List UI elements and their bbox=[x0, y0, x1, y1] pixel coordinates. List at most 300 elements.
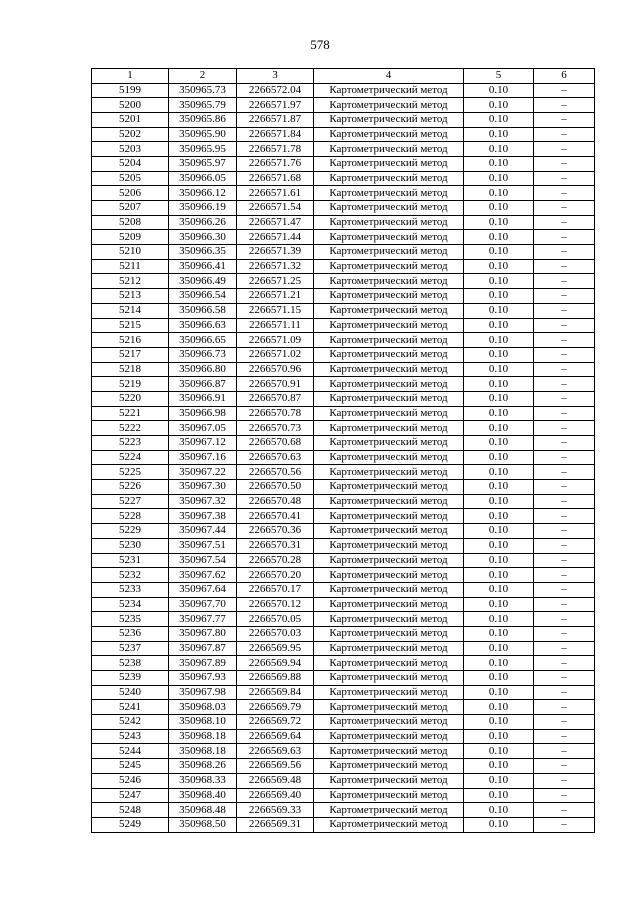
method-cell: Картометрический метод bbox=[314, 538, 464, 553]
method-cell: Картометрический метод bbox=[314, 788, 464, 803]
x-coordinate-cell: 350968.03 bbox=[169, 700, 237, 715]
accuracy-cell: 0.10 bbox=[464, 700, 534, 715]
y-coordinate-cell: 2266570.78 bbox=[237, 406, 314, 421]
note-cell: – bbox=[534, 494, 595, 509]
point-number-cell: 5232 bbox=[92, 568, 169, 583]
x-coordinate-cell: 350966.35 bbox=[169, 245, 237, 260]
x-coordinate-cell: 350967.12 bbox=[169, 436, 237, 451]
method-cell: Картометрический метод bbox=[314, 377, 464, 392]
table-body bbox=[92, 83, 595, 832]
accuracy-cell: 0.10 bbox=[464, 773, 534, 788]
table-header-row bbox=[92, 69, 595, 84]
y-coordinate-cell: 2266571.25 bbox=[237, 274, 314, 289]
table-row bbox=[92, 98, 595, 113]
table-row bbox=[92, 362, 595, 377]
y-coordinate-cell: 2266571.15 bbox=[237, 303, 314, 318]
table-row bbox=[92, 641, 595, 656]
y-coordinate-cell: 2266571.54 bbox=[237, 201, 314, 216]
point-number-cell: 5216 bbox=[92, 333, 169, 348]
y-coordinate-cell: 2266569.94 bbox=[237, 656, 314, 671]
x-coordinate-cell: 350967.30 bbox=[169, 480, 237, 495]
method-cell: Картометрический метод bbox=[314, 245, 464, 260]
accuracy-cell: 0.10 bbox=[464, 333, 534, 348]
point-number-cell: 5215 bbox=[92, 318, 169, 333]
table-row bbox=[92, 773, 595, 788]
method-cell: Картометрический метод bbox=[314, 112, 464, 127]
accuracy-cell: 0.10 bbox=[464, 318, 534, 333]
point-number-cell: 5221 bbox=[92, 406, 169, 421]
method-cell: Картометрический метод bbox=[314, 641, 464, 656]
y-coordinate-cell: 2266570.56 bbox=[237, 465, 314, 480]
y-coordinate-cell: 2266571.78 bbox=[237, 142, 314, 157]
note-cell: – bbox=[534, 524, 595, 539]
y-coordinate-cell: 2266571.76 bbox=[237, 156, 314, 171]
table-row bbox=[92, 347, 595, 362]
y-coordinate-cell: 2266571.68 bbox=[237, 171, 314, 186]
method-cell: Картометрический метод bbox=[314, 274, 464, 289]
table-row bbox=[92, 509, 595, 524]
point-number-cell: 5235 bbox=[92, 612, 169, 627]
point-number-cell: 5213 bbox=[92, 289, 169, 304]
table-row bbox=[92, 744, 595, 759]
accuracy-cell: 0.10 bbox=[464, 171, 534, 186]
accuracy-cell: 0.10 bbox=[464, 377, 534, 392]
table-row bbox=[92, 201, 595, 216]
note-cell: – bbox=[534, 303, 595, 318]
point-number-cell: 5226 bbox=[92, 480, 169, 495]
table-row bbox=[92, 480, 595, 495]
x-coordinate-cell: 350966.58 bbox=[169, 303, 237, 318]
table-row bbox=[92, 186, 595, 201]
note-cell: – bbox=[534, 671, 595, 686]
table-row bbox=[92, 83, 595, 98]
y-coordinate-cell: 2266570.20 bbox=[237, 568, 314, 583]
y-coordinate-cell: 2266571.09 bbox=[237, 333, 314, 348]
accuracy-cell: 0.10 bbox=[464, 289, 534, 304]
accuracy-cell: 0.10 bbox=[464, 436, 534, 451]
table-row bbox=[92, 303, 595, 318]
method-cell: Картометрический метод bbox=[314, 83, 464, 98]
y-coordinate-cell: 2266572.04 bbox=[237, 83, 314, 98]
note-cell: – bbox=[534, 656, 595, 671]
point-number-cell: 5222 bbox=[92, 421, 169, 436]
x-coordinate-cell: 350967.51 bbox=[169, 538, 237, 553]
column-header-4: 4 bbox=[314, 69, 464, 84]
accuracy-cell: 0.10 bbox=[464, 406, 534, 421]
table-row bbox=[92, 465, 595, 480]
table-row bbox=[92, 553, 595, 568]
table-row bbox=[92, 788, 595, 803]
accuracy-cell: 0.10 bbox=[464, 494, 534, 509]
point-number-cell: 5199 bbox=[92, 83, 169, 98]
point-number-cell: 5224 bbox=[92, 450, 169, 465]
table-row bbox=[92, 259, 595, 274]
table-row bbox=[92, 377, 595, 392]
method-cell: Картометрический метод bbox=[314, 391, 464, 406]
point-number-cell: 5217 bbox=[92, 347, 169, 362]
method-cell: Картометрический метод bbox=[314, 553, 464, 568]
x-coordinate-cell: 350966.73 bbox=[169, 347, 237, 362]
accuracy-cell: 0.10 bbox=[464, 788, 534, 803]
x-coordinate-cell: 350968.40 bbox=[169, 788, 237, 803]
x-coordinate-cell: 350968.26 bbox=[169, 759, 237, 774]
note-cell: – bbox=[534, 406, 595, 421]
y-coordinate-cell: 2266571.47 bbox=[237, 215, 314, 230]
method-cell: Картометрический метод bbox=[314, 656, 464, 671]
note-cell: – bbox=[534, 729, 595, 744]
x-coordinate-cell: 350967.32 bbox=[169, 494, 237, 509]
method-cell: Картометрический метод bbox=[314, 494, 464, 509]
accuracy-cell: 0.10 bbox=[464, 142, 534, 157]
method-cell: Картометрический метод bbox=[314, 230, 464, 245]
x-coordinate-cell: 350966.80 bbox=[169, 362, 237, 377]
accuracy-cell: 0.10 bbox=[464, 817, 534, 832]
y-coordinate-cell: 2266569.40 bbox=[237, 788, 314, 803]
note-cell: – bbox=[534, 112, 595, 127]
point-number-cell: 5220 bbox=[92, 391, 169, 406]
accuracy-cell: 0.10 bbox=[464, 538, 534, 553]
point-number-cell: 5201 bbox=[92, 112, 169, 127]
accuracy-cell: 0.10 bbox=[464, 201, 534, 216]
method-cell: Картометрический метод bbox=[314, 729, 464, 744]
accuracy-cell: 0.10 bbox=[464, 612, 534, 627]
y-coordinate-cell: 2266570.48 bbox=[237, 494, 314, 509]
note-cell: – bbox=[534, 626, 595, 641]
column-header-6: 6 bbox=[534, 69, 595, 84]
point-number-cell: 5240 bbox=[92, 685, 169, 700]
x-coordinate-cell: 350967.22 bbox=[169, 465, 237, 480]
note-cell: – bbox=[534, 289, 595, 304]
accuracy-cell: 0.10 bbox=[464, 215, 534, 230]
y-coordinate-cell: 2266571.44 bbox=[237, 230, 314, 245]
method-cell: Картометрический метод bbox=[314, 450, 464, 465]
x-coordinate-cell: 350966.98 bbox=[169, 406, 237, 421]
method-cell: Картометрический метод bbox=[314, 685, 464, 700]
note-cell: – bbox=[534, 391, 595, 406]
point-number-cell: 5236 bbox=[92, 626, 169, 641]
x-coordinate-cell: 350967.64 bbox=[169, 582, 237, 597]
table-row bbox=[92, 406, 595, 421]
y-coordinate-cell: 2266570.36 bbox=[237, 524, 314, 539]
method-cell: Картометрический метод bbox=[314, 289, 464, 304]
x-coordinate-cell: 350968.33 bbox=[169, 773, 237, 788]
point-number-cell: 5202 bbox=[92, 127, 169, 142]
x-coordinate-cell: 350967.80 bbox=[169, 626, 237, 641]
table-row bbox=[92, 230, 595, 245]
method-cell: Картометрический метод bbox=[314, 186, 464, 201]
point-number-cell: 5200 bbox=[92, 98, 169, 113]
accuracy-cell: 0.10 bbox=[464, 744, 534, 759]
x-coordinate-cell: 350968.18 bbox=[169, 744, 237, 759]
y-coordinate-cell: 2266570.03 bbox=[237, 626, 314, 641]
point-number-cell: 5231 bbox=[92, 553, 169, 568]
note-cell: – bbox=[534, 421, 595, 436]
y-coordinate-cell: 2266571.61 bbox=[237, 186, 314, 201]
point-number-cell: 5237 bbox=[92, 641, 169, 656]
x-coordinate-cell: 350967.44 bbox=[169, 524, 237, 539]
table-row bbox=[92, 626, 595, 641]
accuracy-cell: 0.10 bbox=[464, 83, 534, 98]
accuracy-cell: 0.10 bbox=[464, 274, 534, 289]
method-cell: Картометрический метод bbox=[314, 303, 464, 318]
accuracy-cell: 0.10 bbox=[464, 597, 534, 612]
table-row bbox=[92, 612, 595, 627]
note-cell: – bbox=[534, 715, 595, 730]
note-cell: – bbox=[534, 83, 595, 98]
x-coordinate-cell: 350966.65 bbox=[169, 333, 237, 348]
method-cell: Картометрический метод bbox=[314, 421, 464, 436]
point-number-cell: 5234 bbox=[92, 597, 169, 612]
accuracy-cell: 0.10 bbox=[464, 582, 534, 597]
note-cell: – bbox=[534, 480, 595, 495]
x-coordinate-cell: 350968.50 bbox=[169, 817, 237, 832]
y-coordinate-cell: 2266570.41 bbox=[237, 509, 314, 524]
y-coordinate-cell: 2266570.05 bbox=[237, 612, 314, 627]
table-row bbox=[92, 391, 595, 406]
note-cell: – bbox=[534, 377, 595, 392]
accuracy-cell: 0.10 bbox=[464, 465, 534, 480]
note-cell: – bbox=[534, 803, 595, 818]
x-coordinate-cell: 350967.62 bbox=[169, 568, 237, 583]
note-cell: – bbox=[534, 759, 595, 774]
note-cell: – bbox=[534, 538, 595, 553]
point-number-cell: 5219 bbox=[92, 377, 169, 392]
method-cell: Картометрический метод bbox=[314, 759, 464, 774]
method-cell: Картометрический метод bbox=[314, 612, 464, 627]
accuracy-cell: 0.10 bbox=[464, 553, 534, 568]
accuracy-cell: 0.10 bbox=[464, 729, 534, 744]
y-coordinate-cell: 2266570.63 bbox=[237, 450, 314, 465]
accuracy-cell: 0.10 bbox=[464, 450, 534, 465]
note-cell: – bbox=[534, 186, 595, 201]
y-coordinate-cell: 2266570.28 bbox=[237, 553, 314, 568]
note-cell: – bbox=[534, 436, 595, 451]
table-row bbox=[92, 715, 595, 730]
accuracy-cell: 0.10 bbox=[464, 156, 534, 171]
method-cell: Картометрический метод bbox=[314, 803, 464, 818]
table-row bbox=[92, 333, 595, 348]
method-cell: Картометрический метод bbox=[314, 259, 464, 274]
point-number-cell: 5205 bbox=[92, 171, 169, 186]
y-coordinate-cell: 2266570.96 bbox=[237, 362, 314, 377]
y-coordinate-cell: 2266570.91 bbox=[237, 377, 314, 392]
x-coordinate-cell: 350966.26 bbox=[169, 215, 237, 230]
accuracy-cell: 0.10 bbox=[464, 421, 534, 436]
point-number-cell: 5233 bbox=[92, 582, 169, 597]
note-cell: – bbox=[534, 245, 595, 260]
method-cell: Картометрический метод bbox=[314, 362, 464, 377]
y-coordinate-cell: 2266569.64 bbox=[237, 729, 314, 744]
accuracy-cell: 0.10 bbox=[464, 245, 534, 260]
accuracy-cell: 0.10 bbox=[464, 803, 534, 818]
accuracy-cell: 0.10 bbox=[464, 362, 534, 377]
method-cell: Картометрический метод bbox=[314, 582, 464, 597]
note-cell: – bbox=[534, 347, 595, 362]
point-number-cell: 5244 bbox=[92, 744, 169, 759]
table-row bbox=[92, 112, 595, 127]
table-row bbox=[92, 582, 595, 597]
method-cell: Картометрический метод bbox=[314, 201, 464, 216]
y-coordinate-cell: 2266569.31 bbox=[237, 817, 314, 832]
accuracy-cell: 0.10 bbox=[464, 656, 534, 671]
column-header-1: 1 bbox=[92, 69, 169, 84]
method-cell: Картометрический метод bbox=[314, 744, 464, 759]
x-coordinate-cell: 350966.91 bbox=[169, 391, 237, 406]
point-number-cell: 5204 bbox=[92, 156, 169, 171]
accuracy-cell: 0.10 bbox=[464, 685, 534, 700]
method-cell: Картометрический метод bbox=[314, 156, 464, 171]
table-row bbox=[92, 524, 595, 539]
table-row bbox=[92, 656, 595, 671]
y-coordinate-cell: 2266569.56 bbox=[237, 759, 314, 774]
x-coordinate-cell: 350965.90 bbox=[169, 127, 237, 142]
y-coordinate-cell: 2266569.63 bbox=[237, 744, 314, 759]
x-coordinate-cell: 350966.12 bbox=[169, 186, 237, 201]
x-coordinate-cell: 350966.19 bbox=[169, 201, 237, 216]
x-coordinate-cell: 350966.87 bbox=[169, 377, 237, 392]
note-cell: – bbox=[534, 509, 595, 524]
x-coordinate-cell: 350966.41 bbox=[169, 259, 237, 274]
method-cell: Картометрический метод bbox=[314, 568, 464, 583]
x-coordinate-cell: 350966.49 bbox=[169, 274, 237, 289]
y-coordinate-cell: 2266569.95 bbox=[237, 641, 314, 656]
table-row bbox=[92, 803, 595, 818]
column-header-5: 5 bbox=[464, 69, 534, 84]
x-coordinate-cell: 350965.95 bbox=[169, 142, 237, 157]
point-number-cell: 5249 bbox=[92, 817, 169, 832]
accuracy-cell: 0.10 bbox=[464, 568, 534, 583]
x-coordinate-cell: 350966.05 bbox=[169, 171, 237, 186]
table-row bbox=[92, 142, 595, 157]
table-row bbox=[92, 436, 595, 451]
x-coordinate-cell: 350967.70 bbox=[169, 597, 237, 612]
note-cell: – bbox=[534, 259, 595, 274]
note-cell: – bbox=[534, 156, 595, 171]
table-row bbox=[92, 274, 595, 289]
note-cell: – bbox=[534, 274, 595, 289]
point-number-cell: 5209 bbox=[92, 230, 169, 245]
accuracy-cell: 0.10 bbox=[464, 626, 534, 641]
x-coordinate-cell: 350967.77 bbox=[169, 612, 237, 627]
x-coordinate-cell: 350966.63 bbox=[169, 318, 237, 333]
table-row bbox=[92, 568, 595, 583]
accuracy-cell: 0.10 bbox=[464, 98, 534, 113]
method-cell: Картометрический метод bbox=[314, 347, 464, 362]
note-cell: – bbox=[534, 450, 595, 465]
method-cell: Картометрический метод bbox=[314, 524, 464, 539]
y-coordinate-cell: 2266569.84 bbox=[237, 685, 314, 700]
method-cell: Картометрический метод bbox=[314, 626, 464, 641]
point-number-cell: 5210 bbox=[92, 245, 169, 260]
x-coordinate-cell: 350967.38 bbox=[169, 509, 237, 524]
note-cell: – bbox=[534, 568, 595, 583]
table-row bbox=[92, 729, 595, 744]
table-row bbox=[92, 494, 595, 509]
note-cell: – bbox=[534, 597, 595, 612]
x-coordinate-cell: 350967.54 bbox=[169, 553, 237, 568]
note-cell: – bbox=[534, 700, 595, 715]
y-coordinate-cell: 2266569.48 bbox=[237, 773, 314, 788]
note-cell: – bbox=[534, 230, 595, 245]
y-coordinate-cell: 2266571.39 bbox=[237, 245, 314, 260]
point-number-cell: 5206 bbox=[92, 186, 169, 201]
point-number-cell: 5247 bbox=[92, 788, 169, 803]
note-cell: – bbox=[534, 98, 595, 113]
method-cell: Картометрический метод bbox=[314, 465, 464, 480]
table-row bbox=[92, 127, 595, 142]
table-row bbox=[92, 421, 595, 436]
table-row bbox=[92, 215, 595, 230]
method-cell: Картометрический метод bbox=[314, 318, 464, 333]
note-cell: – bbox=[534, 127, 595, 142]
accuracy-cell: 0.10 bbox=[464, 347, 534, 362]
note-cell: – bbox=[534, 773, 595, 788]
method-cell: Картометрический метод bbox=[314, 436, 464, 451]
note-cell: – bbox=[534, 641, 595, 656]
method-cell: Картометрический метод bbox=[314, 817, 464, 832]
x-coordinate-cell: 350968.48 bbox=[169, 803, 237, 818]
y-coordinate-cell: 2266571.97 bbox=[237, 98, 314, 113]
accuracy-cell: 0.10 bbox=[464, 715, 534, 730]
y-coordinate-cell: 2266569.79 bbox=[237, 700, 314, 715]
x-coordinate-cell: 350966.30 bbox=[169, 230, 237, 245]
x-coordinate-cell: 350967.16 bbox=[169, 450, 237, 465]
note-cell: – bbox=[534, 171, 595, 186]
x-coordinate-cell: 350965.97 bbox=[169, 156, 237, 171]
accuracy-cell: 0.10 bbox=[464, 641, 534, 656]
table-row bbox=[92, 171, 595, 186]
note-cell: – bbox=[534, 582, 595, 597]
x-coordinate-cell: 350965.86 bbox=[169, 112, 237, 127]
accuracy-cell: 0.10 bbox=[464, 303, 534, 318]
y-coordinate-cell: 2266569.88 bbox=[237, 671, 314, 686]
accuracy-cell: 0.10 bbox=[464, 759, 534, 774]
method-cell: Картометрический метод bbox=[314, 333, 464, 348]
point-number-cell: 5214 bbox=[92, 303, 169, 318]
point-number-cell: 5246 bbox=[92, 773, 169, 788]
x-coordinate-cell: 350965.79 bbox=[169, 98, 237, 113]
y-coordinate-cell: 2266571.11 bbox=[237, 318, 314, 333]
table-row bbox=[92, 671, 595, 686]
x-coordinate-cell: 350967.98 bbox=[169, 685, 237, 700]
x-coordinate-cell: 350967.93 bbox=[169, 671, 237, 686]
x-coordinate-cell: 350967.05 bbox=[169, 421, 237, 436]
table-row bbox=[92, 597, 595, 612]
y-coordinate-cell: 2266570.50 bbox=[237, 480, 314, 495]
y-coordinate-cell: 2266569.33 bbox=[237, 803, 314, 818]
point-number-cell: 5228 bbox=[92, 509, 169, 524]
point-number-cell: 5248 bbox=[92, 803, 169, 818]
accuracy-cell: 0.10 bbox=[464, 230, 534, 245]
method-cell: Картометрический метод bbox=[314, 509, 464, 524]
note-cell: – bbox=[534, 788, 595, 803]
method-cell: Картометрический метод bbox=[314, 171, 464, 186]
y-coordinate-cell: 2266571.32 bbox=[237, 259, 314, 274]
method-cell: Картометрический метод bbox=[314, 700, 464, 715]
method-cell: Картометрический метод bbox=[314, 773, 464, 788]
accuracy-cell: 0.10 bbox=[464, 259, 534, 274]
table-row bbox=[92, 289, 595, 304]
accuracy-cell: 0.10 bbox=[464, 391, 534, 406]
accuracy-cell: 0.10 bbox=[464, 127, 534, 142]
note-cell: – bbox=[534, 362, 595, 377]
note-cell: – bbox=[534, 685, 595, 700]
x-coordinate-cell: 350968.10 bbox=[169, 715, 237, 730]
note-cell: – bbox=[534, 142, 595, 157]
accuracy-cell: 0.10 bbox=[464, 480, 534, 495]
table-row bbox=[92, 759, 595, 774]
x-coordinate-cell: 350968.18 bbox=[169, 729, 237, 744]
